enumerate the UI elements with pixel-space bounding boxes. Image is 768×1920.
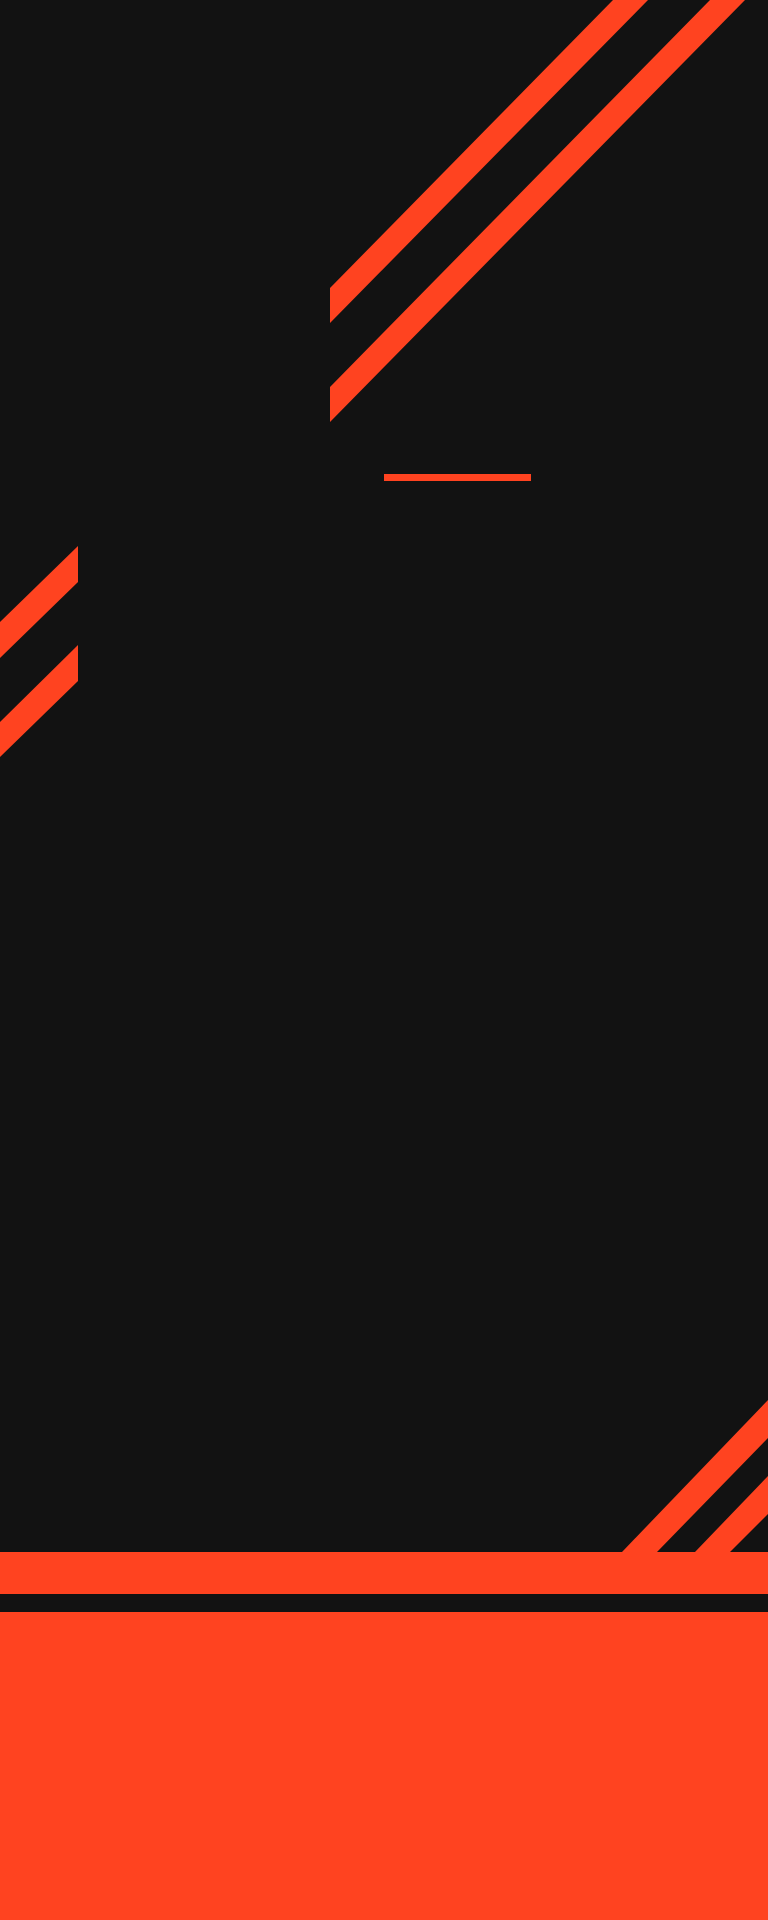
accent-bar: [384, 474, 531, 481]
diagonal-stripes-bottom-icon: [622, 1400, 768, 1552]
advantages-list: [384, 508, 684, 529]
orange-footer-bg: [0, 1612, 768, 1920]
orange-band-top: [0, 1552, 768, 1594]
dark-band: [0, 1594, 768, 1612]
diagonal-stripes-top-icon: [330, 0, 745, 422]
diagonal-stripes-left-icon: [0, 546, 78, 757]
